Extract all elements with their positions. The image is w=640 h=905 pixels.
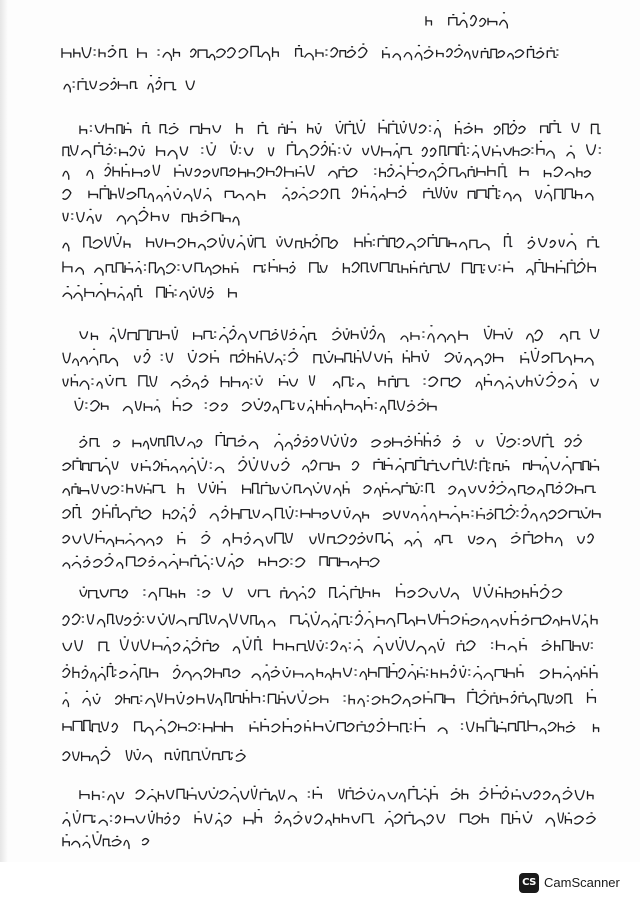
handwritten-paragraph-1 — [63, 120, 600, 225]
handwritten-salutation — [62, 44, 558, 92]
camscanner-logo-text: CS — [522, 877, 536, 888]
handwritten-paragraph-5 — [63, 584, 599, 763]
handwritten-paragraph-6 — [63, 786, 595, 849]
handwritten-paragraph-3 — [63, 326, 599, 414]
handwritten-paragraph-4 — [63, 433, 600, 570]
handwritten-date — [426, 13, 507, 28]
camscanner-watermark: CamScanner — [544, 875, 620, 890]
camscanner-logo-icon — [519, 873, 539, 893]
handwritten-paragraph-2 — [63, 234, 599, 301]
